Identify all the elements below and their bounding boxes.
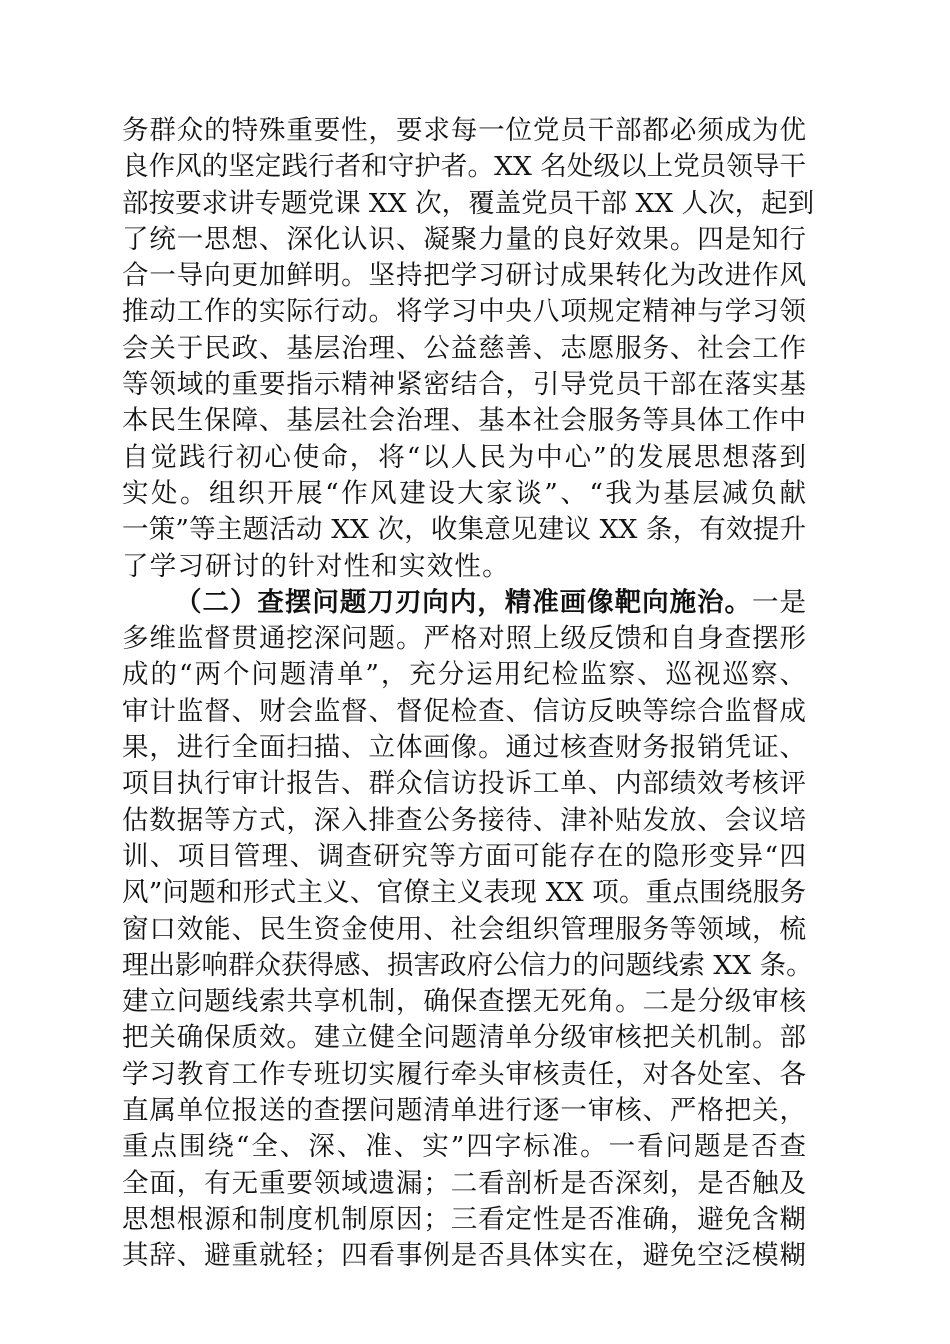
section-heading: （二）查摆问题刀刃向内，精准画像靶向施治。 — [175, 586, 753, 618]
section-heading-line — [122, 585, 806, 621]
text-line: 理出影响群众获得感、损害政府公信力的问题线索 XX 条。 — [122, 949, 813, 981]
text-line: 果，进行全面扫描、立体画像。通过核查财务报销凭证、 — [122, 732, 806, 764]
text-line: 项目执行审计报告、群众信访投诉工单、内部绩效考核评 — [122, 768, 806, 800]
text-line: 全面，有无重要领域遗漏；二看剖析是否深刻，是否触及 — [122, 1167, 806, 1199]
text-line: 实处。组织开展“作风建设大家谈”、“我为基层减负献 — [122, 477, 806, 509]
text-line: 多维监督贯通挖深问题。严格对照上级反馈和自身查摆形 — [122, 623, 806, 655]
text-line: 建立问题线索共享机制，确保查摆无死角。二是分级审核 — [122, 986, 806, 1018]
heading-line-continuation: 一是 — [752, 586, 807, 618]
text-line: 审计监督、财会监督、督促检查、信访反映等综合监督成 — [122, 695, 806, 727]
text-line: 良作风的坚定践行者和守护者。XX 名处级以上党员领导干 — [122, 151, 806, 183]
text-line: 自觉践行初心使命，将“以人民为中心”的发展思想落到 — [122, 441, 806, 473]
text-line: 估数据等方式，深入排查公务接待、津补贴发放、会议培 — [122, 804, 806, 836]
text-line: 本民生保障、基层社会治理、基本社会服务等具体工作中 — [122, 405, 806, 437]
text-line: 重点围绕“全、深、准、实”四字标准。一看问题是否查 — [122, 1131, 806, 1163]
text-line: 合一导向更加鲜明。坚持把学习研讨成果转化为改进作风 — [122, 260, 806, 292]
text-line: 窗口效能、民生资金使用、社会组织管理服务等领域，梳 — [122, 913, 806, 945]
text-line: 风”问题和形式主义、官僚主义表现 XX 项。重点围绕服务 — [122, 877, 806, 909]
paragraph-last-line: 了学习研讨的针对性和实效性。 — [122, 550, 510, 582]
text-line: 思想根源和制度机制原因；三看定性是否准确，避免含糊 — [122, 1203, 806, 1235]
text-line: 训、项目管理、调查研究等方面可能存在的隐形变异“四 — [122, 840, 806, 872]
text-line: 会关于民政、基层治理、公益慈善、志愿服务、社会工作 — [122, 332, 806, 364]
text-line: 务群众的特殊重要性，要求每一位党员干部都必须成为优 — [122, 115, 806, 146]
text-line: 学习教育工作专班切实履行牵头审核责任，对各处室、各 — [122, 1058, 806, 1090]
body-text — [122, 113, 815, 1275]
text-line: 推动工作的实际行动。将学习中央八项规定精神与学习领 — [122, 296, 806, 328]
text-line: 等领域的重要指示精神紧密结合，引导党员干部在落实基 — [122, 369, 806, 401]
text-line: 把关确保质效。建立健全问题清单分级审核把关机制。部 — [122, 1022, 806, 1054]
text-line: 其辞、避重就轻；四看事例是否具体实在，避免空泛模糊 — [122, 1240, 806, 1272]
text-line: 了统一思想、深化认识、凝聚力量的良好效果。四是知行 — [122, 223, 806, 255]
text-line: 一策”等主题活动 XX 次，收集意见建议 XX 条，有效提升 — [122, 514, 806, 546]
text-line: 部按要求讲专题党课 XX 次，覆盖党员干部 XX 人次，起到 — [122, 187, 815, 219]
text-line: 直属单位报送的查摆问题清单进行逐一审核、严格把关， — [122, 1095, 806, 1127]
text-line: 成的“两个问题清单”，充分运用纪检监察、巡视巡察、 — [122, 659, 806, 691]
